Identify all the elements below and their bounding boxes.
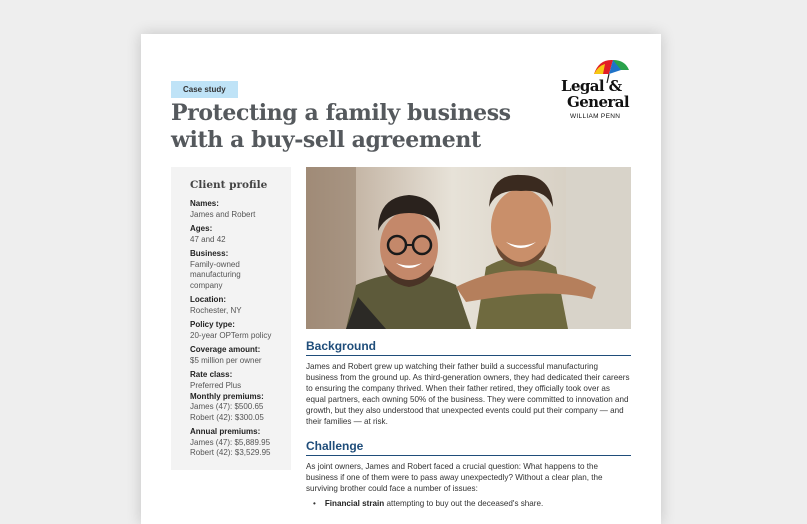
profile-field-ages <box>190 224 291 245</box>
document-page <box>141 34 661 524</box>
background-paragraph: James and Robert grew up watching their father build a successful manufacturing business from the ground up. As third-generation owners, they had dedicated their careers to ensuring the company thrived. When their father retired, they officially took over as equal partners, each owning 50% of the business. They were committed to innovation and growth, but they also understood that unexpected events could put their company — and their families — at risk. <box>306 362 630 426</box>
field-label: Ages: <box>190 224 213 233</box>
profile-field-coverage <box>190 345 291 366</box>
profile-field-rate-class <box>190 370 291 388</box>
challenge-bullet-item <box>313 499 633 508</box>
field-value: $5 million per owner <box>190 355 262 365</box>
field-value: James (47): $5,889.95 <box>190 437 271 447</box>
field-label: Policy type: <box>190 320 235 329</box>
field-value: 47 and 42 <box>190 234 226 244</box>
profile-field-names <box>190 199 291 220</box>
field-label: Monthly premiums: <box>190 391 264 401</box>
profile-field-location <box>190 295 291 316</box>
field-value: Rochester, NY <box>190 305 242 315</box>
field-label: Coverage amount: <box>190 345 261 354</box>
field-label: Rate class: <box>190 370 233 379</box>
challenge-heading: Challenge <box>306 439 631 456</box>
field-value: James and Robert <box>190 209 256 219</box>
bullet-bold-text: Financial strain <box>324 499 385 508</box>
client-photo <box>306 167 631 329</box>
bullet-icon: • <box>313 499 325 508</box>
field-label: Location: <box>190 295 226 304</box>
field-label: Business: <box>190 249 229 258</box>
field-label: Names: <box>190 199 219 208</box>
profile-field-annual-premiums <box>190 427 291 459</box>
logo-wordmark-line3: WILLIAM PENN <box>570 113 621 120</box>
field-label: Annual premiums: <box>190 427 261 436</box>
logo-wordmark-line2: General <box>567 93 629 111</box>
field-value: 20-year OPTerm policy <box>190 330 272 340</box>
client-profile-heading: Client profile <box>190 179 268 191</box>
field-value: Preferred Plus <box>190 380 242 388</box>
case-study-badge: Case study <box>171 81 238 98</box>
field-value: Family-owned manufacturing company <box>190 259 241 290</box>
profile-field-business <box>190 249 291 291</box>
background-heading: Background <box>306 339 631 356</box>
challenge-paragraph: As joint owners, James and Robert faced a crucial question: What happens to the business if one of them were to pass away unexpectedly? Without a clear plan, the surviving brother could face a number of issues: <box>306 462 603 493</box>
field-value: Robert (42): $300.05 <box>190 412 264 422</box>
logo-wordmark-line1: Legal & <box>561 77 622 95</box>
page-title: Protecting a family business with a buy-sell agreement <box>171 100 511 153</box>
client-profile-sidebar <box>171 167 291 470</box>
legal-general-logo <box>561 56 639 126</box>
field-value: Robert (42): $3,529.95 <box>190 448 271 457</box>
profile-field-monthly-premiums <box>190 392 291 424</box>
profile-field-policy-type <box>190 320 291 341</box>
bullet-text: attempting to buy out the deceased's share. <box>384 499 544 508</box>
field-value: James (47): $500.65 <box>190 402 264 411</box>
